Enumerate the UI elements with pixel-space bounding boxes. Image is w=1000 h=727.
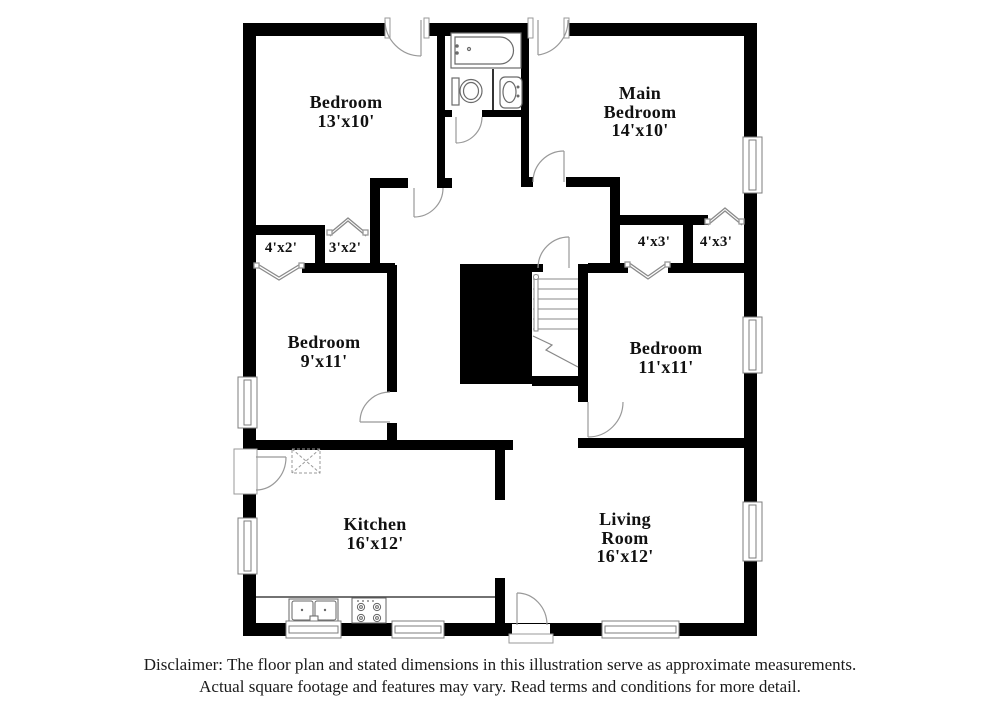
wall-bedroom11-north-b [668, 263, 744, 273]
room-name: Living [599, 509, 651, 529]
stove-knob [367, 600, 369, 602]
room-label-closet-4x3-left [638, 235, 670, 250]
bifold-door-closet-4x3-right [708, 208, 742, 222]
disclaimer-line-1: Disclaimer: The floor plan and stated dimensions in this illustration serve as approximate measurements. [143, 655, 857, 674]
door-arc-stairs [538, 237, 569, 268]
door-arc-living [517, 593, 547, 625]
wall-bedroom11-north-a [588, 263, 628, 273]
window-living-bottom [602, 621, 679, 638]
window-living-right [743, 502, 762, 561]
wall-bedroom9-east-a [387, 265, 397, 392]
wall-bathroom-east [521, 36, 529, 182]
wall-closet4x2-north [256, 225, 317, 235]
wall-mainbedroom-south-a [521, 177, 533, 187]
window-bedroom11-right [743, 317, 762, 373]
door-gap-top-right [529, 21, 569, 37]
appliance-dashed-box-icon [292, 449, 320, 473]
door-jamb [299, 263, 304, 268]
room-name: Main [618, 83, 662, 103]
room-dims: 13'x10' [317, 110, 375, 131]
door-jamb [665, 262, 670, 267]
living-door-threshold [509, 634, 553, 643]
stair-newel [534, 275, 539, 280]
room-dims: 4'x2' [264, 240, 298, 256]
room-name: Room [601, 527, 649, 548]
room-dims: 4'x3' [637, 234, 671, 250]
room-name: Bedroom [287, 332, 361, 352]
door-arc-entry [256, 457, 286, 490]
room-name: Bedroom [603, 101, 677, 122]
sink-faucet-icon [517, 86, 520, 89]
door-jamb [625, 262, 630, 267]
room-dims: 16'x12' [346, 532, 404, 553]
wall-kitchen-living-lower [495, 578, 505, 623]
stairs [533, 275, 578, 368]
wall-bathroom-west [437, 36, 445, 188]
wall-closet-divider-east [683, 225, 693, 263]
wall-bedroom11-door-stub [578, 386, 588, 402]
door-jamb [327, 230, 332, 235]
door-jamb [705, 219, 710, 224]
door-arc-bathroom [456, 117, 482, 143]
room-dims: 4'x3' [699, 234, 733, 250]
window-mainbedroom-right [743, 137, 762, 193]
stairwell-solid-block [460, 264, 532, 384]
window-kitchen-sink-bottom [286, 621, 341, 638]
room-label-bedroom-9 [288, 333, 361, 370]
wall-stairs-south [532, 376, 588, 386]
room-label-living-room [596, 510, 653, 566]
stove-knob [362, 600, 364, 602]
windows [238, 137, 762, 638]
window-kitchen-left [238, 518, 257, 574]
door-gap-entry [243, 451, 256, 492]
door-jamb [528, 18, 533, 38]
room-dims: 11'x11' [638, 356, 694, 377]
room-label-closet-4x2 [265, 241, 297, 256]
room-label-main-bedroom [604, 84, 677, 140]
stove-knob [357, 600, 359, 602]
door-arc-mainbedroom [533, 151, 564, 182]
stove-knob [372, 600, 374, 602]
door-arc-bedroom9 [360, 392, 390, 422]
room-label-closet-3x2 [329, 241, 361, 256]
bifold-door-closet-4x3-left [628, 265, 668, 279]
tub-faucet-icon [455, 51, 459, 55]
door-jamb [424, 18, 429, 38]
room-name: Bedroom [629, 338, 703, 358]
door-arc-bedroom11 [588, 402, 623, 437]
disclaimer-line-2: Actual square footage and features may vary. Read terms and conditions for more detail. [199, 677, 801, 696]
room-dims: 14'x10' [611, 120, 669, 140]
wall-bedroom13-south-b [437, 178, 452, 188]
bathroom-fixtures [451, 33, 522, 110]
window-bedroom9-left [238, 377, 257, 428]
wall-hall-east [610, 177, 620, 273]
wall-kitchen-living-upper [495, 440, 505, 500]
wall-mainbedroom-closets [620, 215, 708, 225]
room-label-closet-4x3-right [700, 235, 732, 250]
wall-stairs-east [578, 264, 588, 386]
toilet-tank-icon [452, 78, 459, 105]
disclaimer-text [0, 654, 1000, 698]
door-jamb [739, 219, 744, 224]
room-dims: 9'x11' [300, 350, 348, 371]
sink-drain-icon [301, 609, 303, 611]
wall-bathroom-south-b [482, 110, 521, 117]
door-arc-bedroom13 [414, 188, 443, 217]
stair-break-line [533, 336, 578, 367]
room-label-bedroom-13 [310, 93, 383, 130]
door-gap-top-left [387, 21, 428, 37]
sink-faucet-icon [517, 95, 520, 98]
room-label-bedroom-11 [630, 339, 703, 376]
wall-hall-west [370, 178, 380, 265]
room-dims: 16'x12' [596, 546, 654, 566]
wall-bedroom13-south-a [378, 178, 408, 188]
room-name: Bedroom [309, 92, 383, 112]
room-dims: 3'x2' [328, 240, 362, 256]
wall-bathroom-south-a [445, 110, 452, 117]
wall-bedroom9-north [302, 263, 395, 273]
wall-living-north [578, 438, 744, 448]
room-name: Kitchen [343, 514, 407, 534]
sink-drain-icon [324, 609, 326, 611]
room-label-kitchen [343, 515, 406, 552]
bifold-door-closet-4x2 [256, 266, 302, 280]
window-kitchen-bottom [392, 621, 444, 638]
tub-faucet-icon [455, 44, 459, 48]
bathtub-icon [451, 33, 521, 68]
door-jamb [363, 230, 368, 235]
stair-handrail [534, 275, 538, 331]
door-jamb [254, 263, 259, 268]
